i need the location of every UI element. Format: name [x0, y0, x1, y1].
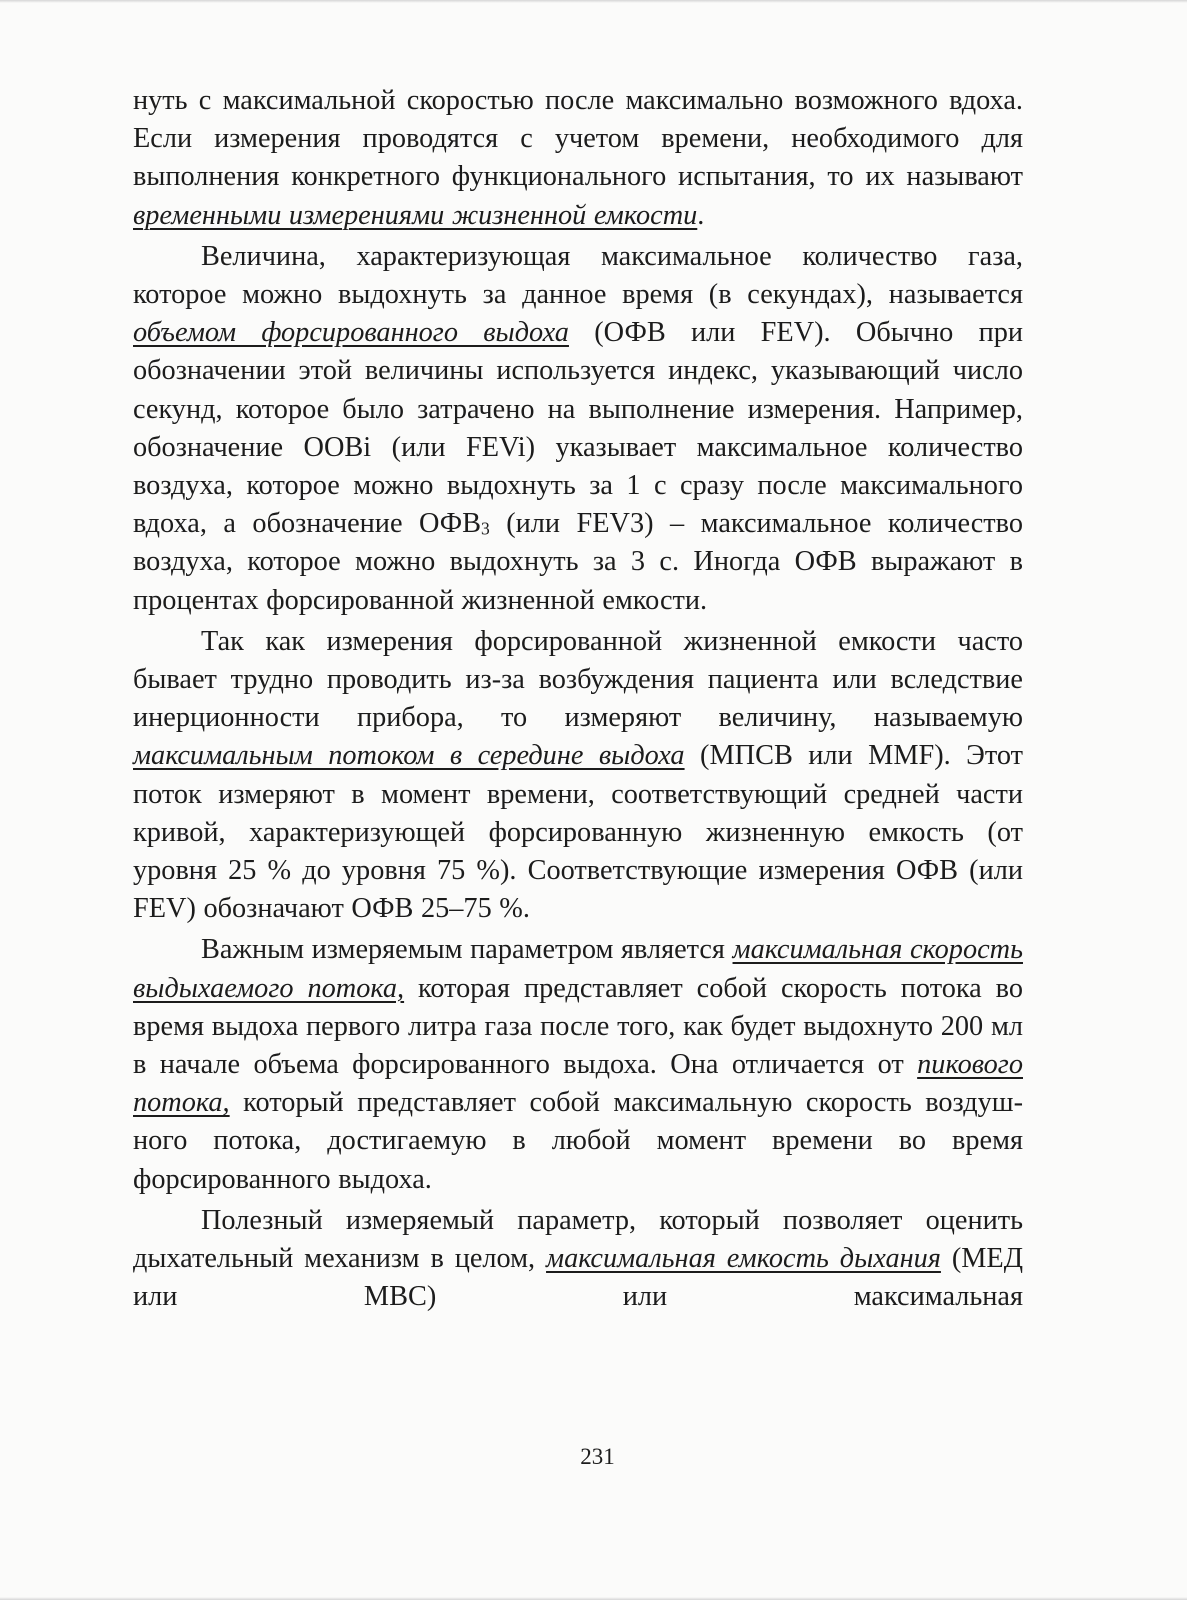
term-emphasis: объемом форсированного выдоха: [133, 317, 569, 349]
term-emphasis: временными измерениями жизненной емкости: [133, 199, 698, 231]
text-run: которая представляет собой скорость потока во время выдоха первого литра газа после того, как будет выдохнуто 200 мл в начале объема форсированного выдоха. Она отличается от: [133, 972, 1023, 1081]
text-run: Полезный измеряемый параметр, который позволяет оценить дыхательный механизм в целом,: [133, 1204, 1023, 1275]
text-run: нуть с максимальной скоростью после максимально возможного вдоха. Если измерения проводятся с учетом времени, необходимого для выполнения конкретного функционального испытания, то их называют: [133, 85, 1023, 193]
term-emphasis: пикового потока,: [133, 1049, 1023, 1119]
term-emphasis: максимальная скорость выдыхаемого потока,: [133, 934, 1023, 1004]
text-run: (МЕД или МВС) или максимальная: [133, 1243, 1024, 1313]
paragraph-4: [133, 931, 1023, 1198]
term-emphasis: максимальная емкость дыхания: [546, 1243, 941, 1275]
page-number: [0, 1443, 1187, 1471]
paragraph-1: [133, 82, 1023, 235]
text-run: .: [697, 199, 705, 231]
page-number-text: 231: [580, 1444, 615, 1469]
body-text: [133, 82, 1023, 1320]
text-run: Так как измерения форсированной жизненной емкости часто бывает трудно проводить из-за возбуждения пациента или вследствие инерционности прибора, то измеряют величину, называемую: [133, 625, 1023, 734]
text-run: Важным измеряемым параметром является: [201, 934, 733, 966]
text-run: (или FEV3) – максимальное количество воздуха, которое можно выдохнуть за 3 с. Иногда ОФВ выражают в процентах форсированной жизненной емкости.: [133, 508, 1023, 616]
subscript-index: 3: [480, 518, 490, 539]
text-run: Величина, характеризующая максимальное количество газа, которое можно выдохнуть за данное время (в секундах), называется: [133, 240, 1023, 311]
paragraph-5: [133, 1202, 1023, 1317]
term-emphasis: максимальным потоком в середине выдоха: [133, 740, 685, 772]
paragraph-3: [133, 623, 1023, 929]
text-run: который представляет собой максимальную скорость воздушного потока, достигаемую в любой момент времени во время форсированного выдоха.: [133, 1087, 1023, 1195]
text-run: (ОФВ или FEV). Обычно при обозначении этой величины используется индекс, указывающий число секунд, которое было затрачено на выполнение измерения. Например, обозначение OOBi (или FEVi) указывает максимальное количество воздуха, которое можно выдохнуть за 1 с сразу после максимального вдоха, а обозначение ОФВ: [133, 317, 1024, 540]
paragraph-2: [133, 238, 1023, 620]
text-run: (МПСВ или MMF). Этот поток измеряют в момент времени, соответствующий средней части кривой, характеризующей форсированную жизненную емкость (от уровня 25 % до уровня 75 %). Соответствующие измерения ОФВ (или FEV) обозначают ОФВ 25–75 %.: [133, 740, 1023, 925]
